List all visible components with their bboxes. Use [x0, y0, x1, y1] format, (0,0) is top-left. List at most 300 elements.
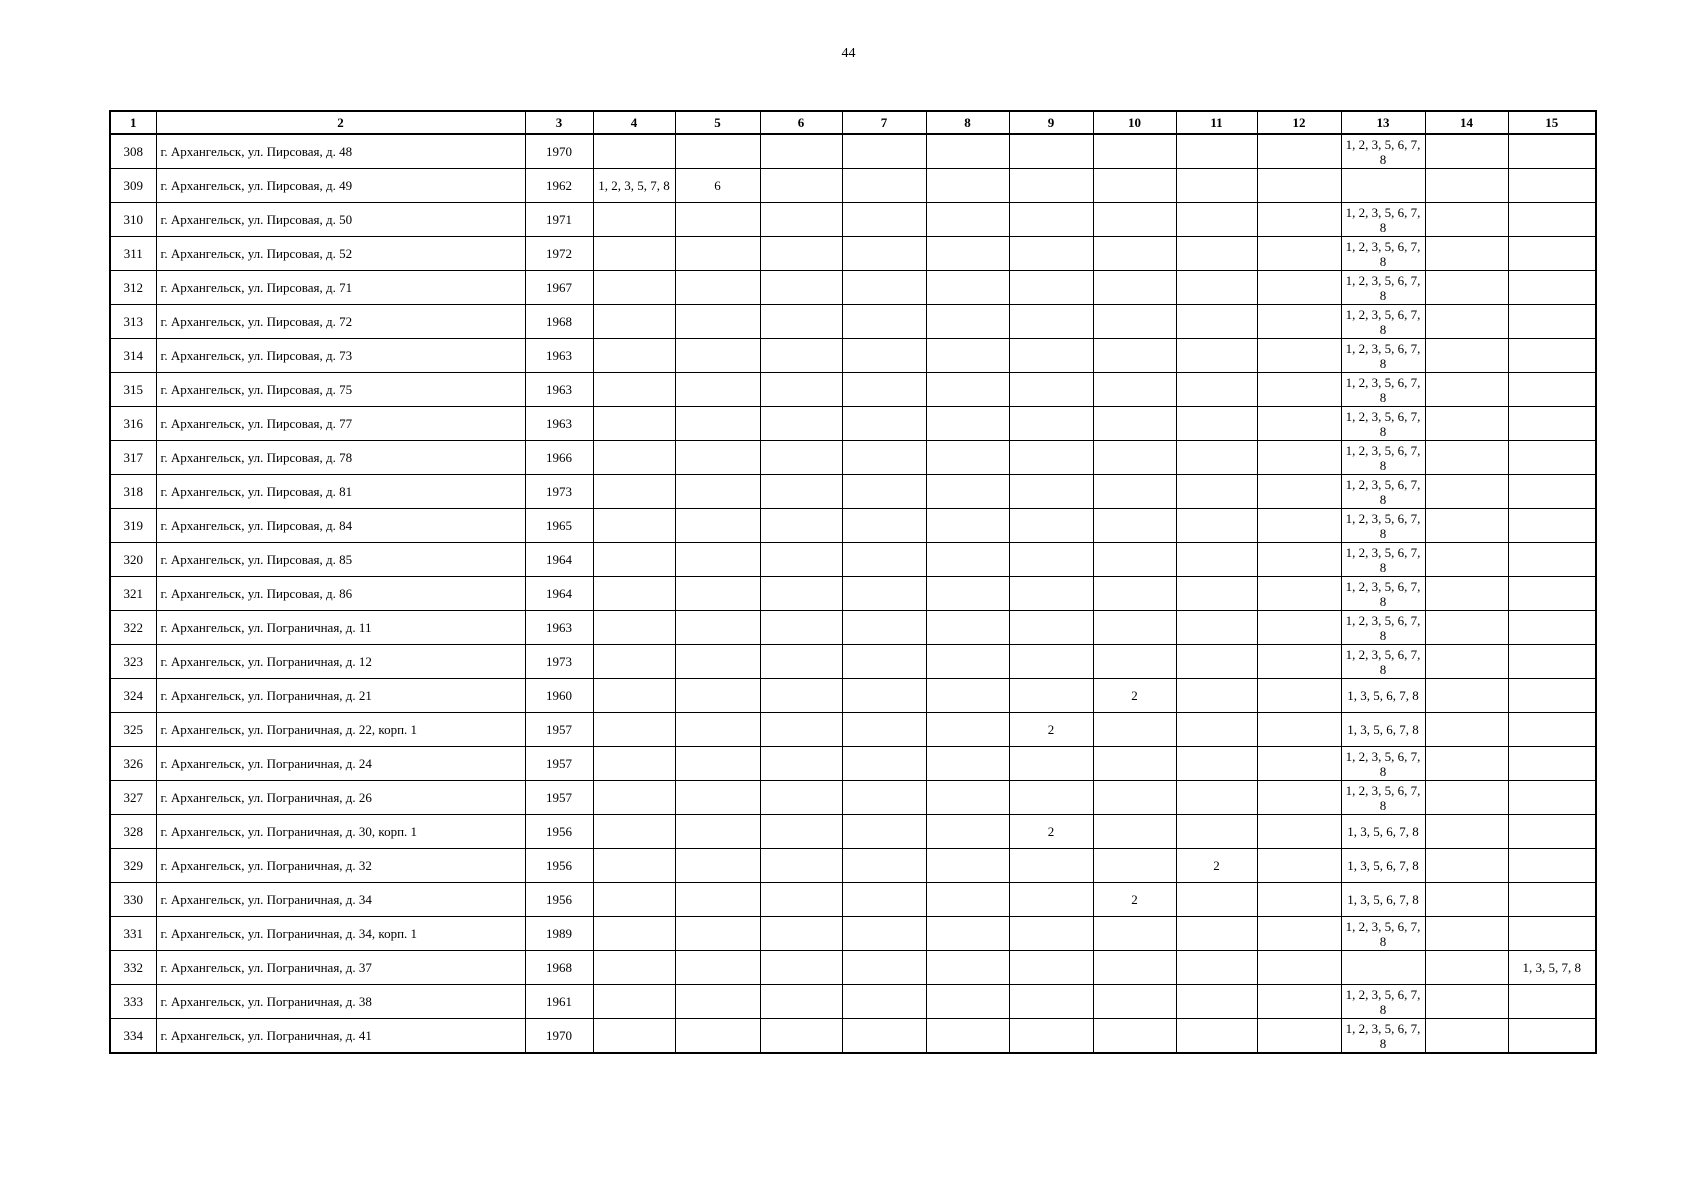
col-13-cell: 1, 2, 3, 5, 6, 7, 8 — [1341, 203, 1425, 237]
col-14-cell — [1425, 645, 1508, 679]
year-cell: 1961 — [525, 985, 593, 1019]
year-cell: 1963 — [525, 407, 593, 441]
col-14-cell — [1425, 441, 1508, 475]
col-9-cell — [1009, 509, 1093, 543]
col-14-cell — [1425, 679, 1508, 713]
col-12-cell — [1257, 679, 1341, 713]
col-8-cell — [926, 577, 1009, 611]
col-15-cell: 1, 3, 5, 7, 8 — [1508, 951, 1596, 985]
row-number-cell: 309 — [110, 169, 156, 203]
col-9-cell — [1009, 271, 1093, 305]
table-row — [110, 305, 1596, 339]
col-12-cell — [1257, 985, 1341, 1019]
row-number-cell: 310 — [110, 203, 156, 237]
col-8-cell — [926, 407, 1009, 441]
col-6-cell — [760, 883, 842, 917]
col-12-cell — [1257, 271, 1341, 305]
col-8-cell — [926, 203, 1009, 237]
row-number-cell: 326 — [110, 747, 156, 781]
col-7-cell — [842, 611, 926, 645]
col-8-cell — [926, 339, 1009, 373]
col-4-cell — [593, 305, 675, 339]
col-10-cell — [1093, 713, 1176, 747]
col-6-cell — [760, 577, 842, 611]
col-9-cell — [1009, 543, 1093, 577]
col-4-cell — [593, 747, 675, 781]
address-cell: г. Архангельск, ул. Пограничная, д. 38 — [156, 985, 525, 1019]
col-7-cell — [842, 509, 926, 543]
table-row — [110, 679, 1596, 713]
col-9-cell: 2 — [1009, 815, 1093, 849]
col-7-cell — [842, 951, 926, 985]
col-12-cell — [1257, 305, 1341, 339]
col-5-cell — [675, 339, 760, 373]
col-15-cell — [1508, 475, 1596, 509]
col-15-cell — [1508, 747, 1596, 781]
col-14-cell — [1425, 747, 1508, 781]
col-13-cell: 1, 2, 3, 5, 6, 7, 8 — [1341, 237, 1425, 271]
col-9-cell — [1009, 679, 1093, 713]
table-row — [110, 645, 1596, 679]
col-7-cell — [842, 203, 926, 237]
col-9-cell — [1009, 951, 1093, 985]
col-6-cell — [760, 509, 842, 543]
col-12-cell — [1257, 509, 1341, 543]
col-6-cell — [760, 951, 842, 985]
col-14-cell — [1425, 475, 1508, 509]
col-5-cell — [675, 543, 760, 577]
col-8-cell — [926, 747, 1009, 781]
row-number-cell: 317 — [110, 441, 156, 475]
col-9-cell — [1009, 237, 1093, 271]
col-9-cell — [1009, 169, 1093, 203]
col-11-cell — [1176, 169, 1257, 203]
col-9-cell — [1009, 747, 1093, 781]
col-7-cell — [842, 441, 926, 475]
col-14-cell — [1425, 849, 1508, 883]
col-12-cell — [1257, 951, 1341, 985]
col-13-cell — [1341, 169, 1425, 203]
row-number-cell: 314 — [110, 339, 156, 373]
address-cell: г. Архангельск, ул. Пирсовая, д. 84 — [156, 509, 525, 543]
table-row — [110, 203, 1596, 237]
row-number-cell: 316 — [110, 407, 156, 441]
col-8-cell — [926, 1019, 1009, 1054]
col-8-cell — [926, 373, 1009, 407]
col-13-cell: 1, 2, 3, 5, 6, 7, 8 — [1341, 917, 1425, 951]
col-4-cell — [593, 713, 675, 747]
col-11-cell — [1176, 951, 1257, 985]
col-14-cell — [1425, 305, 1508, 339]
table-row — [110, 577, 1596, 611]
col-7-cell — [842, 1019, 926, 1054]
col-11-cell — [1176, 271, 1257, 305]
col-14-cell — [1425, 169, 1508, 203]
col-13-cell: 1, 2, 3, 5, 6, 7, 8 — [1341, 611, 1425, 645]
row-number-cell: 332 — [110, 951, 156, 985]
col-10-cell — [1093, 1019, 1176, 1054]
year-cell: 1960 — [525, 679, 593, 713]
address-cell: г. Архангельск, ул. Пограничная, д. 34 — [156, 883, 525, 917]
table-row — [110, 407, 1596, 441]
col-15-cell — [1508, 203, 1596, 237]
col-8-cell — [926, 475, 1009, 509]
col-7-cell — [842, 237, 926, 271]
col-10-cell: 2 — [1093, 883, 1176, 917]
col-12-cell — [1257, 203, 1341, 237]
col-6-cell — [760, 271, 842, 305]
col-15-cell — [1508, 339, 1596, 373]
row-number-cell: 319 — [110, 509, 156, 543]
col-13-cell: 1, 2, 3, 5, 6, 7, 8 — [1341, 1019, 1425, 1054]
col-9-cell — [1009, 475, 1093, 509]
col-14-cell — [1425, 509, 1508, 543]
col-9-cell — [1009, 339, 1093, 373]
col-15-cell — [1508, 305, 1596, 339]
col-11-cell — [1176, 305, 1257, 339]
col-14-cell — [1425, 781, 1508, 815]
col-10-cell — [1093, 849, 1176, 883]
column-header: 14 — [1425, 111, 1508, 134]
col-11-cell — [1176, 781, 1257, 815]
col-13-cell: 1, 2, 3, 5, 6, 7, 8 — [1341, 645, 1425, 679]
col-5-cell — [675, 1019, 760, 1054]
column-header: 4 — [593, 111, 675, 134]
col-8-cell — [926, 849, 1009, 883]
col-10-cell — [1093, 237, 1176, 271]
col-15-cell — [1508, 169, 1596, 203]
col-11-cell — [1176, 203, 1257, 237]
col-11-cell — [1176, 441, 1257, 475]
col-9-cell — [1009, 134, 1093, 169]
row-number-cell: 325 — [110, 713, 156, 747]
col-5-cell — [675, 781, 760, 815]
col-5-cell — [675, 679, 760, 713]
col-7-cell — [842, 985, 926, 1019]
col-7-cell — [842, 543, 926, 577]
address-cell: г. Архангельск, ул. Пирсовая, д. 85 — [156, 543, 525, 577]
year-cell: 1963 — [525, 611, 593, 645]
col-12-cell — [1257, 713, 1341, 747]
year-cell: 1966 — [525, 441, 593, 475]
year-cell: 1989 — [525, 917, 593, 951]
col-9-cell — [1009, 305, 1093, 339]
col-14-cell — [1425, 134, 1508, 169]
col-7-cell — [842, 917, 926, 951]
row-number-cell: 327 — [110, 781, 156, 815]
row-number-cell: 313 — [110, 305, 156, 339]
col-5-cell — [675, 849, 760, 883]
col-13-cell: 1, 3, 5, 6, 7, 8 — [1341, 713, 1425, 747]
table-row — [110, 985, 1596, 1019]
col-9-cell — [1009, 203, 1093, 237]
address-cell: г. Архангельск, ул. Пограничная, д. 21 — [156, 679, 525, 713]
col-12-cell — [1257, 169, 1341, 203]
col-13-cell: 1, 3, 5, 6, 7, 8 — [1341, 815, 1425, 849]
header-row — [110, 111, 1596, 134]
row-number-cell: 333 — [110, 985, 156, 1019]
col-8-cell — [926, 305, 1009, 339]
col-4-cell — [593, 1019, 675, 1054]
col-15-cell — [1508, 815, 1596, 849]
col-13-cell: 1, 2, 3, 5, 6, 7, 8 — [1341, 407, 1425, 441]
table-row — [110, 883, 1596, 917]
col-7-cell — [842, 849, 926, 883]
table-row — [110, 781, 1596, 815]
row-number-cell: 312 — [110, 271, 156, 305]
address-cell: г. Архангельск, ул. Пирсовая, д. 77 — [156, 407, 525, 441]
col-14-cell — [1425, 339, 1508, 373]
col-8-cell — [926, 645, 1009, 679]
col-14-cell — [1425, 917, 1508, 951]
col-7-cell — [842, 271, 926, 305]
col-5-cell — [675, 985, 760, 1019]
row-number-cell: 330 — [110, 883, 156, 917]
col-4-cell — [593, 849, 675, 883]
col-12-cell — [1257, 134, 1341, 169]
col-7-cell — [842, 407, 926, 441]
row-number-cell: 328 — [110, 815, 156, 849]
col-9-cell — [1009, 917, 1093, 951]
col-15-cell — [1508, 883, 1596, 917]
col-6-cell — [760, 169, 842, 203]
col-5-cell — [675, 951, 760, 985]
year-cell: 1967 — [525, 271, 593, 305]
col-6-cell — [760, 237, 842, 271]
year-cell: 1956 — [525, 883, 593, 917]
col-10-cell: 2 — [1093, 679, 1176, 713]
col-9-cell — [1009, 441, 1093, 475]
row-number-cell: 315 — [110, 373, 156, 407]
col-13-cell: 1, 3, 5, 6, 7, 8 — [1341, 883, 1425, 917]
col-6-cell — [760, 339, 842, 373]
col-8-cell — [926, 917, 1009, 951]
col-8-cell — [926, 509, 1009, 543]
col-15-cell — [1508, 407, 1596, 441]
col-15-cell — [1508, 917, 1596, 951]
year-cell: 1973 — [525, 645, 593, 679]
col-4-cell — [593, 271, 675, 305]
col-8-cell — [926, 441, 1009, 475]
col-6-cell — [760, 815, 842, 849]
col-8-cell — [926, 815, 1009, 849]
col-14-cell — [1425, 407, 1508, 441]
col-10-cell — [1093, 475, 1176, 509]
column-header: 13 — [1341, 111, 1425, 134]
col-10-cell — [1093, 407, 1176, 441]
col-8-cell — [926, 951, 1009, 985]
address-cell: г. Архангельск, ул. Пирсовая, д. 50 — [156, 203, 525, 237]
col-10-cell — [1093, 134, 1176, 169]
row-number-cell: 318 — [110, 475, 156, 509]
col-5-cell: 6 — [675, 169, 760, 203]
col-14-cell — [1425, 237, 1508, 271]
column-header: 15 — [1508, 111, 1596, 134]
col-9-cell — [1009, 407, 1093, 441]
row-number-cell: 331 — [110, 917, 156, 951]
col-9-cell — [1009, 577, 1093, 611]
col-6-cell — [760, 645, 842, 679]
col-4-cell — [593, 577, 675, 611]
table-row — [110, 271, 1596, 305]
year-cell: 1957 — [525, 781, 593, 815]
table-row — [110, 917, 1596, 951]
col-6-cell — [760, 203, 842, 237]
col-13-cell: 1, 2, 3, 5, 6, 7, 8 — [1341, 577, 1425, 611]
col-7-cell — [842, 883, 926, 917]
col-13-cell: 1, 2, 3, 5, 6, 7, 8 — [1341, 305, 1425, 339]
col-11-cell — [1176, 883, 1257, 917]
table-row — [110, 815, 1596, 849]
col-9-cell — [1009, 611, 1093, 645]
col-7-cell — [842, 713, 926, 747]
row-number-cell: 322 — [110, 611, 156, 645]
col-12-cell — [1257, 441, 1341, 475]
row-number-cell: 308 — [110, 134, 156, 169]
col-4-cell — [593, 917, 675, 951]
address-cell: г. Архангельск, ул. Пограничная, д. 32 — [156, 849, 525, 883]
col-12-cell — [1257, 543, 1341, 577]
address-cell: г. Архангельск, ул. Пирсовая, д. 75 — [156, 373, 525, 407]
col-4-cell — [593, 441, 675, 475]
col-8-cell — [926, 985, 1009, 1019]
col-13-cell: 1, 2, 3, 5, 6, 7, 8 — [1341, 271, 1425, 305]
col-11-cell — [1176, 713, 1257, 747]
year-cell: 1962 — [525, 169, 593, 203]
col-5-cell — [675, 441, 760, 475]
col-7-cell — [842, 781, 926, 815]
col-5-cell — [675, 645, 760, 679]
col-10-cell — [1093, 611, 1176, 645]
col-14-cell — [1425, 713, 1508, 747]
col-4-cell: 1, 2, 3, 5, 7, 8 — [593, 169, 675, 203]
row-number-cell: 334 — [110, 1019, 156, 1054]
col-11-cell — [1176, 645, 1257, 679]
col-12-cell — [1257, 611, 1341, 645]
col-14-cell — [1425, 271, 1508, 305]
col-13-cell: 1, 3, 5, 6, 7, 8 — [1341, 849, 1425, 883]
col-10-cell — [1093, 577, 1176, 611]
address-cell: г. Архангельск, ул. Пограничная, д. 34, корп. 1 — [156, 917, 525, 951]
table-row — [110, 373, 1596, 407]
col-10-cell — [1093, 747, 1176, 781]
year-cell: 1972 — [525, 237, 593, 271]
col-6-cell — [760, 713, 842, 747]
col-13-cell: 1, 3, 5, 6, 7, 8 — [1341, 679, 1425, 713]
col-15-cell — [1508, 237, 1596, 271]
year-cell: 1968 — [525, 951, 593, 985]
col-12-cell — [1257, 917, 1341, 951]
col-11-cell — [1176, 237, 1257, 271]
col-12-cell — [1257, 475, 1341, 509]
col-13-cell: 1, 2, 3, 5, 6, 7, 8 — [1341, 985, 1425, 1019]
col-8-cell — [926, 781, 1009, 815]
col-9-cell — [1009, 645, 1093, 679]
year-cell: 1968 — [525, 305, 593, 339]
table-row — [110, 713, 1596, 747]
col-5-cell — [675, 134, 760, 169]
col-15-cell — [1508, 713, 1596, 747]
col-9-cell — [1009, 1019, 1093, 1054]
col-5-cell — [675, 509, 760, 543]
col-15-cell — [1508, 271, 1596, 305]
address-cell: г. Архангельск, ул. Пирсовая, д. 49 — [156, 169, 525, 203]
col-5-cell — [675, 271, 760, 305]
row-number-cell: 329 — [110, 849, 156, 883]
row-number-cell: 323 — [110, 645, 156, 679]
col-13-cell: 1, 2, 3, 5, 6, 7, 8 — [1341, 339, 1425, 373]
table-row — [110, 1019, 1596, 1054]
col-15-cell — [1508, 509, 1596, 543]
col-12-cell — [1257, 577, 1341, 611]
col-11-cell — [1176, 1019, 1257, 1054]
col-8-cell — [926, 271, 1009, 305]
col-7-cell — [842, 645, 926, 679]
col-11-cell — [1176, 339, 1257, 373]
col-7-cell — [842, 577, 926, 611]
col-14-cell — [1425, 543, 1508, 577]
col-13-cell: 1, 2, 3, 5, 6, 7, 8 — [1341, 747, 1425, 781]
address-cell: г. Архангельск, ул. Пирсовая, д. 81 — [156, 475, 525, 509]
col-5-cell — [675, 713, 760, 747]
column-header: 5 — [675, 111, 760, 134]
col-11-cell — [1176, 747, 1257, 781]
col-4-cell — [593, 883, 675, 917]
col-8-cell — [926, 543, 1009, 577]
col-9-cell: 2 — [1009, 713, 1093, 747]
col-15-cell — [1508, 679, 1596, 713]
col-11-cell: 2 — [1176, 849, 1257, 883]
col-4-cell — [593, 781, 675, 815]
col-15-cell — [1508, 577, 1596, 611]
col-6-cell — [760, 373, 842, 407]
col-11-cell — [1176, 475, 1257, 509]
column-header: 6 — [760, 111, 842, 134]
col-4-cell — [593, 815, 675, 849]
col-6-cell — [760, 407, 842, 441]
address-cell: г. Архангельск, ул. Пирсовая, д. 48 — [156, 134, 525, 169]
col-11-cell — [1176, 815, 1257, 849]
col-13-cell: 1, 2, 3, 5, 6, 7, 8 — [1341, 509, 1425, 543]
col-5-cell — [675, 747, 760, 781]
table-row — [110, 849, 1596, 883]
col-4-cell — [593, 475, 675, 509]
col-11-cell — [1176, 577, 1257, 611]
address-cell: г. Архангельск, ул. Пирсовая, д. 86 — [156, 577, 525, 611]
address-cell: г. Архангельск, ул. Пограничная, д. 41 — [156, 1019, 525, 1054]
col-14-cell — [1425, 203, 1508, 237]
col-13-cell: 1, 2, 3, 5, 6, 7, 8 — [1341, 441, 1425, 475]
col-15-cell — [1508, 373, 1596, 407]
table-row — [110, 169, 1596, 203]
table-row — [110, 747, 1596, 781]
col-13-cell: 1, 2, 3, 5, 6, 7, 8 — [1341, 475, 1425, 509]
col-6-cell — [760, 475, 842, 509]
col-11-cell — [1176, 679, 1257, 713]
address-cell: г. Архангельск, ул. Пограничная, д. 37 — [156, 951, 525, 985]
col-10-cell — [1093, 951, 1176, 985]
year-cell: 1964 — [525, 577, 593, 611]
col-6-cell — [760, 134, 842, 169]
col-6-cell — [760, 747, 842, 781]
col-11-cell — [1176, 917, 1257, 951]
col-12-cell — [1257, 815, 1341, 849]
col-12-cell — [1257, 1019, 1341, 1054]
column-header: 8 — [926, 111, 1009, 134]
address-cell: г. Архангельск, ул. Пирсовая, д. 52 — [156, 237, 525, 271]
col-11-cell — [1176, 134, 1257, 169]
page-number: 44 — [841, 46, 856, 61]
